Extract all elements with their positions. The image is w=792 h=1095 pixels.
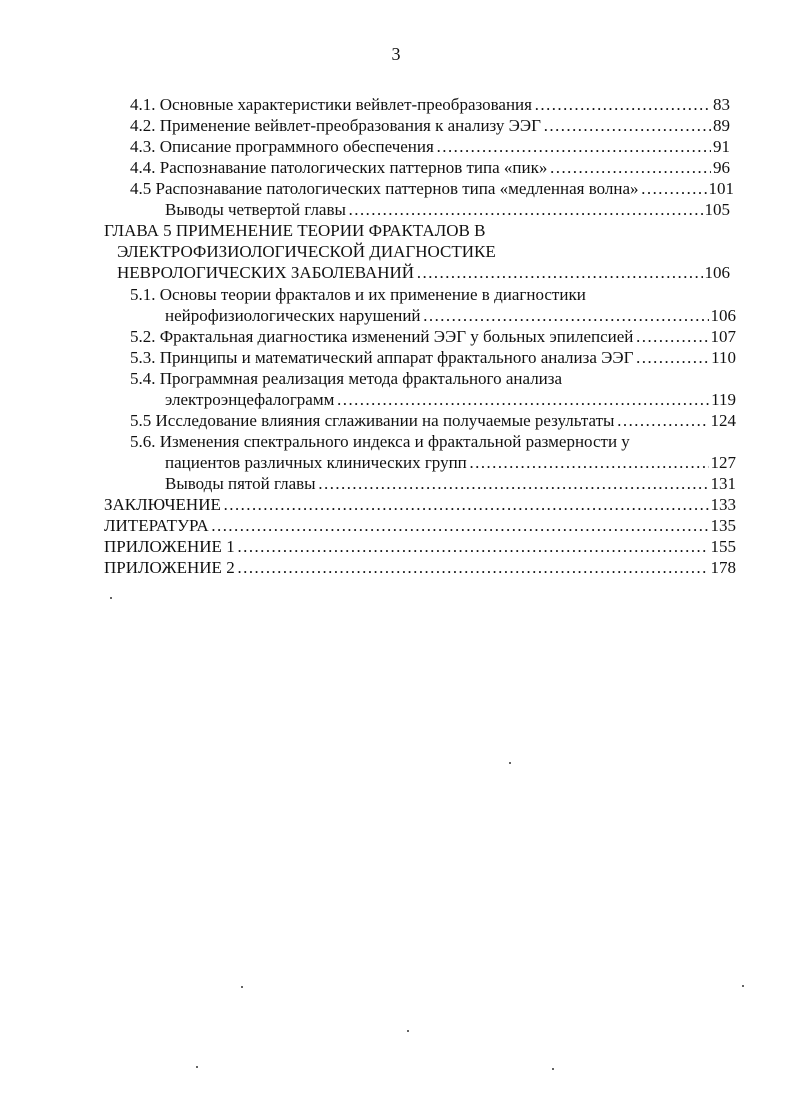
toc-title: 4.4. Распознавание патологических паттернов типа «пик» (130, 158, 548, 177)
leader-dots (416, 263, 702, 283)
scan-speck (509, 762, 511, 764)
toc-title: нейрофизиологических нарушений (165, 306, 421, 325)
toc-title: 4.3. Описание программного обеспечения (130, 137, 434, 156)
toc-entry-5-1 (165, 306, 736, 326)
toc-page: 89 (713, 116, 730, 135)
toc-page: 96 (713, 158, 730, 177)
toc-entry-literature (104, 516, 736, 536)
toc-entry-5-6 (165, 453, 736, 473)
leader-dots (641, 179, 707, 199)
toc-title: ЗАКЛЮЧЕНИЕ (104, 495, 221, 514)
leader-dots (237, 558, 709, 578)
toc-entry-4-2 (130, 116, 730, 136)
toc-title: 4.2. Применение вейвлет-преобразования к анализу ЭЭГ (130, 116, 541, 135)
leader-dots (211, 516, 709, 536)
leader-dots (223, 495, 709, 515)
toc-page: 107 (710, 327, 736, 346)
leader-dots (616, 411, 708, 431)
toc-page: 83 (713, 95, 730, 114)
toc-entry-chapter-5 (117, 263, 730, 283)
toc-title: НЕВРОЛОГИЧЕСКИХ ЗАБОЛЕВАНИЙ (117, 263, 415, 282)
leader-dots (469, 453, 709, 473)
toc-entry-4-1 (130, 95, 730, 115)
toc-entry-5-3 (130, 348, 736, 368)
toc-entry-4-conclusions (165, 200, 730, 220)
toc-entry-5-5 (130, 411, 736, 431)
toc-entry-4-3 (130, 137, 730, 157)
toc-title: Выводы четвертой главы (165, 200, 346, 219)
toc-page: 119 (711, 390, 736, 409)
toc-title: 5.2. Фрактальная диагностика изменений ЭЭГ у больных эпилепсией (130, 327, 634, 346)
toc-entry-conclusion (104, 495, 736, 515)
leader-dots (336, 390, 709, 410)
toc-title: электроэнцефалограмм (165, 390, 335, 409)
leader-dots (635, 327, 708, 347)
leader-dots (318, 474, 709, 494)
toc-page: 155 (710, 537, 736, 556)
leader-dots (549, 158, 711, 178)
scan-speck (241, 986, 243, 988)
toc-entry-5-6-line-1: 5.6. Изменения спектрального индекса и фрактальной размерности у (130, 432, 630, 451)
toc-page: 106 (704, 263, 730, 282)
toc-title: пациентов различных клинических групп (165, 453, 467, 472)
leader-dots (543, 116, 711, 136)
toc-page: 91 (713, 137, 730, 156)
leader-dots (423, 306, 709, 326)
toc-title: ПРИЛОЖЕНИЕ 1 (104, 537, 235, 556)
toc-page: 106 (710, 306, 736, 325)
toc-entry-4-4 (130, 158, 730, 178)
toc-entry-appendix-2 (104, 558, 736, 578)
leader-dots (534, 95, 711, 115)
scan-speck (742, 985, 744, 987)
toc-entry-5-4 (165, 390, 736, 410)
leader-dots (348, 200, 703, 220)
scan-speck (196, 1066, 198, 1068)
toc-title: 4.1. Основные характеристики вейвлет-преобразования (130, 95, 532, 114)
leader-dots (436, 137, 711, 157)
toc-title: ПРИЛОЖЕНИЕ 2 (104, 558, 235, 577)
leader-dots (635, 348, 709, 368)
leader-dots (237, 537, 709, 557)
toc-page: 101 (708, 179, 734, 198)
toc-title: ЛИТЕРАТУРА (104, 516, 209, 535)
page-number: 3 (391, 44, 401, 64)
toc-title: 5.3. Принципы и математический аппарат фрактального анализа ЭЭГ (130, 348, 634, 367)
toc-page: 105 (704, 200, 730, 219)
toc-entry-appendix-1 (104, 537, 736, 557)
toc-page: 110 (711, 348, 736, 367)
toc-page: 124 (710, 411, 736, 430)
toc-page: 135 (710, 516, 736, 535)
toc-entry-5-2 (130, 327, 736, 347)
toc-title: 4.5 Распознавание патологических паттернов типа «медленная волна» (130, 179, 639, 198)
scan-speck (552, 1068, 554, 1070)
toc-entry-4-5 (130, 179, 734, 199)
chapter-5-title-line-2: ЭЛЕКТРОФИЗИОЛОГИЧЕСКОЙ ДИАГНОСТИКЕ (117, 242, 496, 261)
toc-entry-5-conclusions (165, 474, 736, 494)
chapter-5-title-line-1: ГЛАВА 5 ПРИМЕНЕНИЕ ТЕОРИИ ФРАКТАЛОВ В (104, 221, 486, 240)
toc-entry-5-1-line-1: 5.1. Основы теории фракталов и их применение в диагностики (130, 285, 586, 304)
toc-page: 127 (710, 453, 736, 472)
toc-title: 5.5 Исследование влияния сглаживании на получаемые результаты (130, 411, 615, 430)
toc-page: 178 (710, 558, 736, 577)
scan-speck (407, 1030, 409, 1032)
toc-entry-5-4-line-1: 5.4. Программная реализация метода фрактального анализа (130, 369, 563, 388)
toc-page: 131 (710, 474, 736, 493)
toc-title: Выводы пятой главы (165, 474, 316, 493)
toc-page: 133 (710, 495, 736, 514)
scan-speck (110, 597, 112, 599)
